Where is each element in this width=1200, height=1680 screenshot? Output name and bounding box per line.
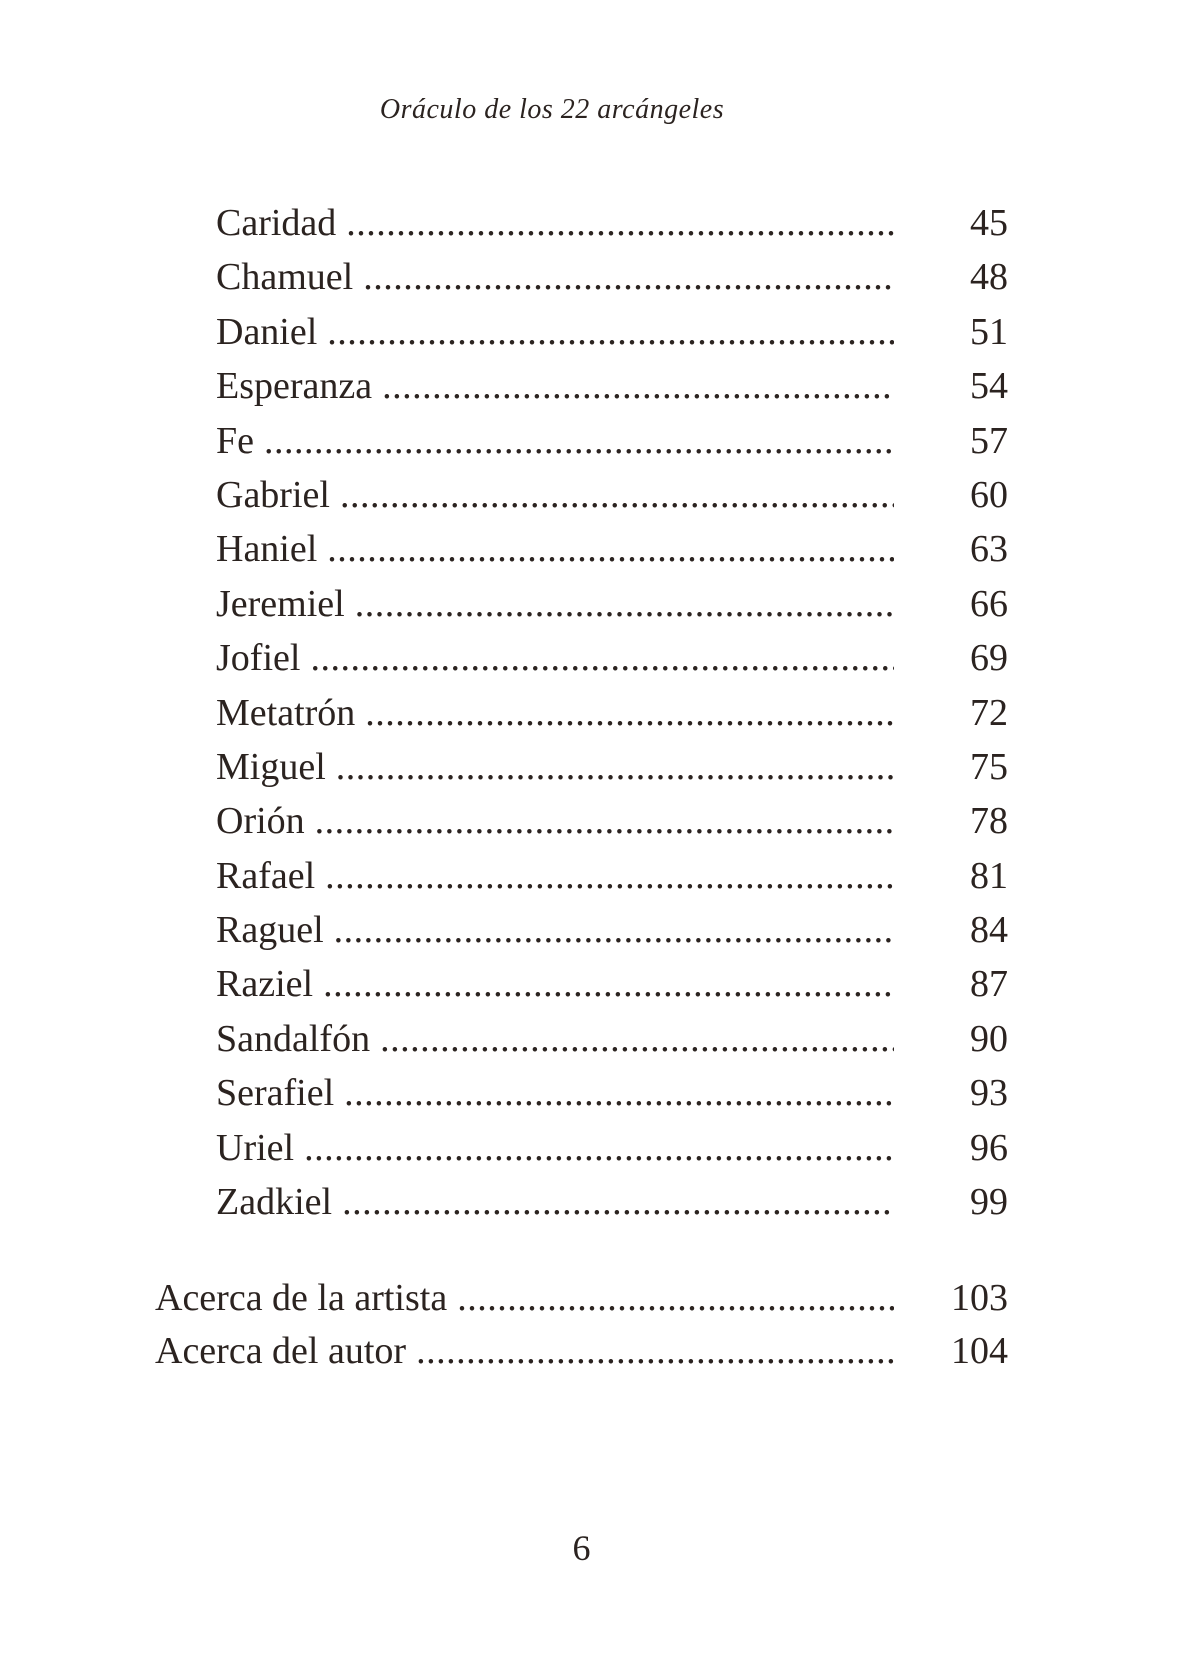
toc-entry-label: Esperanza <box>216 365 373 408</box>
toc-entry <box>216 1121 1008 1175</box>
dot-leader <box>294 1121 894 1175</box>
toc-entry <box>216 577 1008 631</box>
toc-entry-label: Uriel <box>216 1126 295 1169</box>
toc-entry <box>216 196 1008 250</box>
toc-entry-page: 48 <box>970 256 1008 299</box>
toc-entry-page: 69 <box>970 637 1008 680</box>
toc-entry <box>216 794 1008 848</box>
toc-entry <box>155 1272 1008 1325</box>
toc-entry <box>216 1175 1008 1229</box>
toc-entry <box>216 468 1008 522</box>
dot-leader <box>447 1272 894 1325</box>
dot-leader <box>324 903 894 957</box>
toc-entry-label: Metatrón <box>216 691 356 734</box>
dot-leader <box>326 740 894 794</box>
dot-leader <box>254 414 894 468</box>
toc-entry-page: 99 <box>970 1181 1008 1224</box>
toc-entry-label: Raziel <box>216 963 314 1006</box>
toc-entry-label: Acerca de la artista <box>155 1277 448 1319</box>
toc-entry <box>216 740 1008 794</box>
toc-entry-label: Jofiel <box>216 637 301 680</box>
toc-entry-label: Fe <box>216 419 254 462</box>
toc-entry-page: 60 <box>970 473 1008 516</box>
toc-entry-page: 84 <box>970 909 1008 952</box>
toc-entry <box>216 414 1008 468</box>
toc-entry <box>216 631 1008 685</box>
toc-entry <box>216 250 1008 304</box>
toc-entry-page: 75 <box>970 745 1008 788</box>
toc-entry-page: 104 <box>951 1329 1008 1372</box>
toc-entry <box>216 522 1008 576</box>
toc-entry-label: Caridad <box>216 202 337 244</box>
toc-entry-label: Miguel <box>216 745 326 788</box>
toc-entry-label: Chamuel <box>216 256 354 299</box>
dot-leader <box>330 468 894 522</box>
dot-leader <box>313 957 894 1011</box>
toc-entry <box>216 305 1008 359</box>
dot-leader <box>317 522 894 576</box>
toc-entry-page: 93 <box>970 1072 1008 1115</box>
toc-entry <box>216 359 1008 413</box>
toc-entry-label: Sandalfón <box>216 1017 371 1060</box>
toc-entry-label: Raguel <box>216 909 324 952</box>
toc-entry-page: 45 <box>970 202 1008 244</box>
toc-entry-label: Haniel <box>216 528 318 571</box>
dot-leader <box>353 250 894 304</box>
page-number: 6 <box>572 1528 591 1568</box>
dot-leader <box>300 631 894 685</box>
toc-entry-label: Gabriel <box>216 473 330 516</box>
toc-entry <box>216 1066 1008 1120</box>
toc-entry-page: 78 <box>970 800 1008 843</box>
toc-entry <box>216 1012 1008 1066</box>
toc-entry-label: Daniel <box>216 310 318 353</box>
toc-entry-page: 81 <box>970 854 1008 897</box>
back-matter-list <box>155 1272 1008 1377</box>
dot-leader <box>334 1066 894 1120</box>
toc-entry-page: 63 <box>970 528 1008 571</box>
running-head: Oráculo de los 22 arcángeles <box>379 94 725 125</box>
dot-leader <box>345 577 894 631</box>
dot-leader <box>317 305 894 359</box>
toc-entry-page: 51 <box>970 310 1008 353</box>
toc-entry-page: 90 <box>970 1017 1008 1060</box>
toc-list <box>216 196 1008 1229</box>
dot-leader <box>332 1175 894 1229</box>
dot-leader <box>315 849 894 903</box>
toc-entry-page: 57 <box>970 419 1008 462</box>
toc-entry-page: 54 <box>970 365 1008 408</box>
toc-entry-label: Orión <box>216 800 305 843</box>
dot-leader <box>305 794 894 848</box>
toc-entry-label: Serafiel <box>216 1072 335 1115</box>
toc-entry <box>216 903 1008 957</box>
dot-leader <box>406 1325 894 1378</box>
toc-entry-page: 103 <box>951 1277 1008 1319</box>
dot-leader <box>370 1012 894 1066</box>
toc-entry <box>216 686 1008 740</box>
dot-leader <box>336 196 894 250</box>
toc-entry <box>216 849 1008 903</box>
toc-entry-page: 87 <box>970 963 1008 1006</box>
toc-entry <box>155 1325 1008 1378</box>
dot-leader <box>372 359 894 413</box>
toc-entry-label: Rafael <box>216 854 316 897</box>
toc-entry-label: Acerca del autor <box>155 1329 407 1372</box>
toc-entry-page: 72 <box>970 691 1008 734</box>
dot-leader <box>355 686 894 740</box>
toc-entry <box>216 957 1008 1011</box>
toc-entry-page: 96 <box>970 1126 1008 1169</box>
toc-entry-page: 66 <box>970 582 1008 625</box>
toc-entry-label: Zadkiel <box>216 1181 333 1224</box>
toc-entry-label: Jeremiel <box>216 582 345 625</box>
